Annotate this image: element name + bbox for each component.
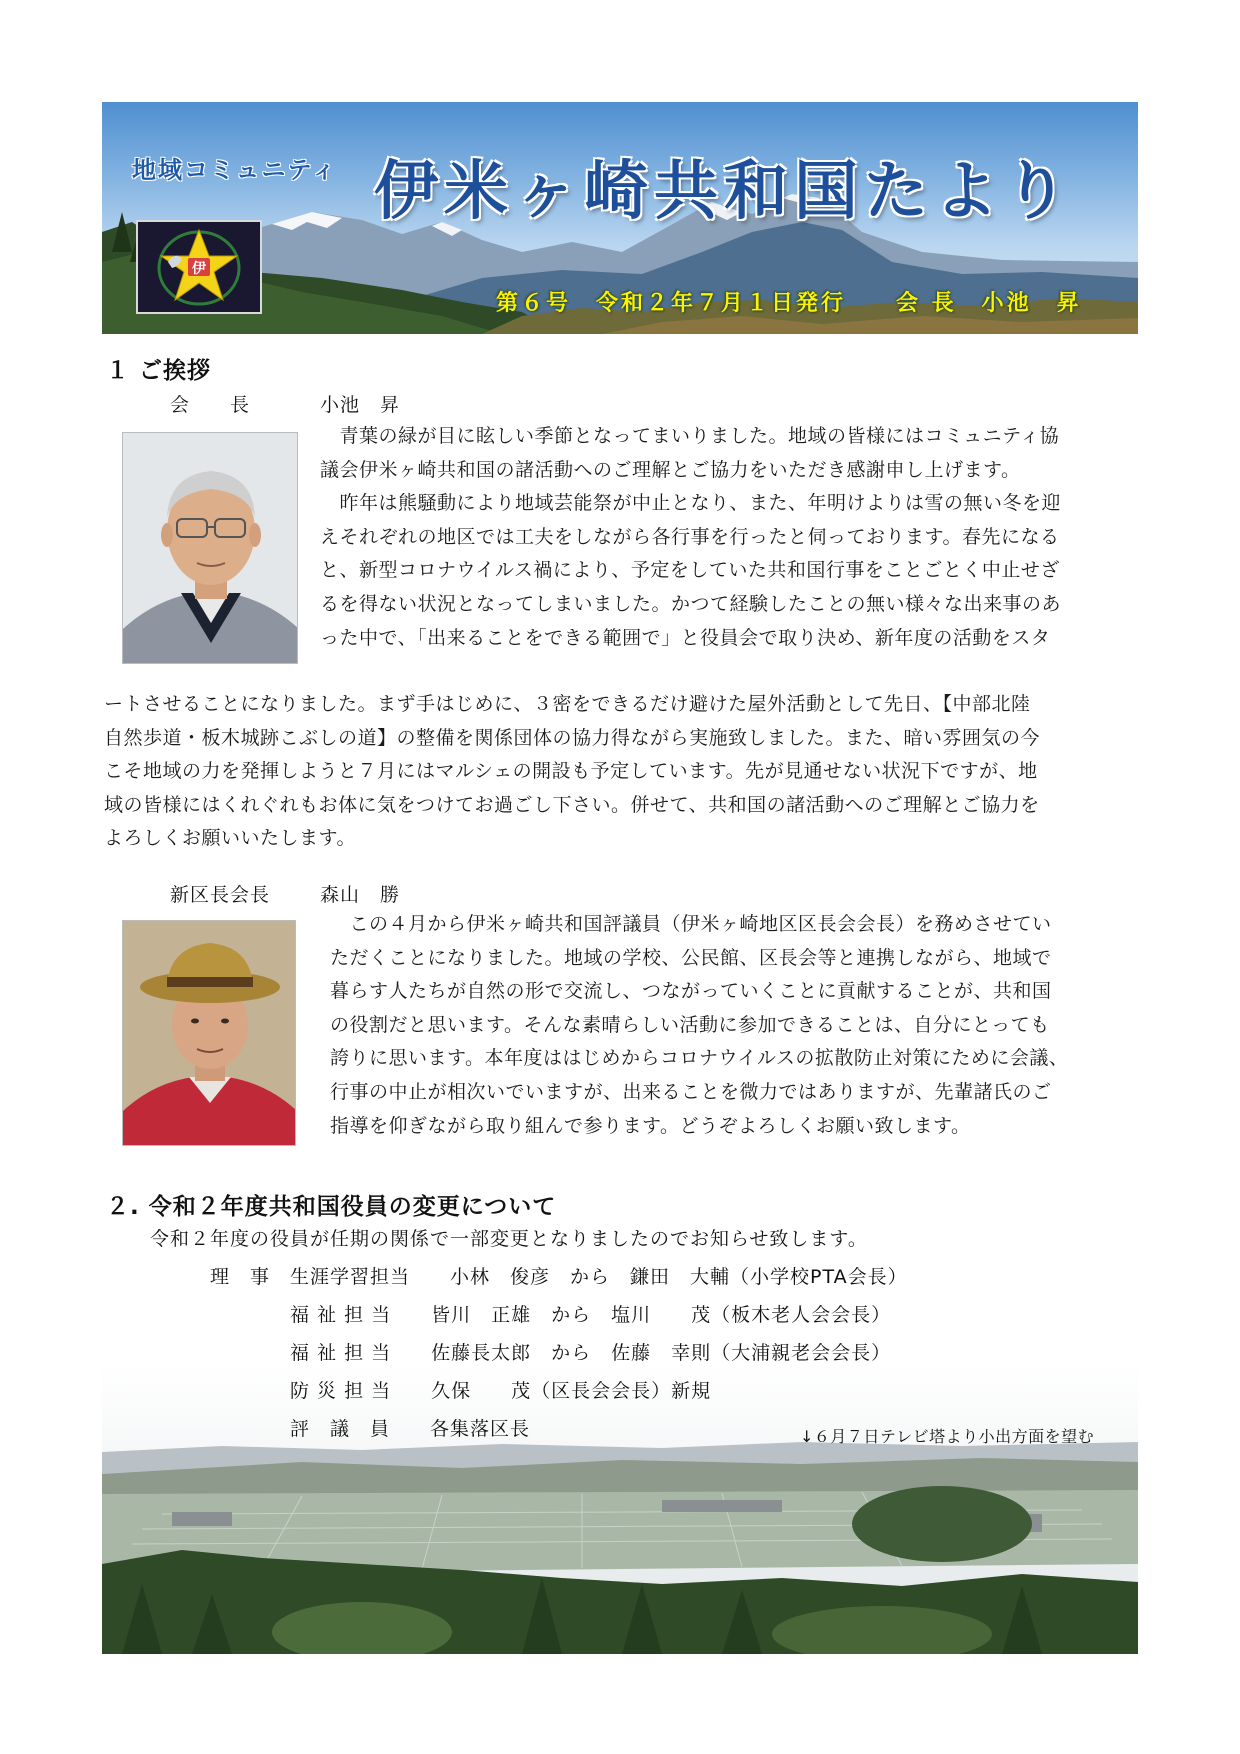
- greeting1-role: 会 長: [170, 394, 251, 416]
- greeting2-line: 誇りに思います。本年度ははじめからコロナウイルスの拡散防止対策にために会議、: [330, 1047, 1069, 1070]
- valley-landscape-photo: [102, 1364, 1138, 1654]
- officer-row: 福 祉 担 当 佐藤長太郎 から 佐藤 幸則（大浦親老会会長）: [210, 1342, 892, 1364]
- chairman-portrait-photo: [122, 432, 298, 664]
- greeting1-line: と、新型コロナウイルス禍により、予定をしていた共和国行事をことごとく中止せざ: [320, 559, 1060, 582]
- photo-caption: ↓６月７日テレビ塔より小出方面を望む: [800, 1427, 1095, 1446]
- newsletter-title: 伊米ヶ崎共和国たより: [374, 155, 1074, 229]
- officer-row: 福 祉 担 当 皆川 正雄 から 塩川 茂（板木老人会会長）: [210, 1304, 892, 1326]
- greeting1-paragraph-wrapped: [320, 420, 1140, 655]
- district-chief-portrait-photo: [122, 920, 296, 1146]
- section2-intro: 令和２年度の役員が任期の関係で一部変更となりましたのでお知らせ致します。: [150, 1228, 868, 1250]
- officer-row: 評 議 員 各集落区長: [210, 1418, 531, 1440]
- greeting2-paragraph: [330, 908, 1140, 1143]
- greeting1-full-line: ートさせることになりました。まず手はじめに、３密をできるだけ避けた屋外活動として先日、【中部北陸: [104, 693, 1031, 715]
- star-emblem-icon: [138, 222, 260, 312]
- officer-row: 防 災 担 当 久保 茂（区長会会長）新規: [210, 1380, 712, 1402]
- greeting1-line: った中で、「出来ることをできる範囲で」と役員会で取り決め、新年度の活動をスタ: [320, 626, 1051, 649]
- greeting1-full-line: こそ地域の力を発揮しようと７月にはマルシェの開設も予定しています。先が見通せない状況下ですが、地: [104, 760, 1038, 783]
- issue-info: 第６号 令和２年７月１日発行 会 長 小池 昇: [496, 291, 1082, 316]
- greeting1-line: るを得ない状況となってしまいました。かつて経験したことの無い様々な出来事のあ: [320, 592, 1062, 615]
- greeting2-line: 行事の中止が相次いでいますが、出来ることを微力ではありますが、先輩諸氏のご: [330, 1080, 1052, 1103]
- greeting1-line: 昨年は熊騒動により地域芸能祭が中止となり、また、年明けよりは雪の無い冬を迎: [320, 492, 1062, 515]
- header-banner: [102, 102, 1138, 334]
- section2-heading: ２. 令和２年度共和国役員の変更について: [106, 1194, 557, 1220]
- greeting2-line: の役割だと思います。そんな素晴らしい活動に参加できることは、自分にとっても: [330, 1013, 1050, 1036]
- greeting1-full-line: よろしくお願いいたします。: [104, 827, 356, 850]
- greeting1-line: 青葉の緑が目に眩しい季節となってまいりました。地域の皆様にはコミュニティ協: [320, 425, 1060, 447]
- logo-glyph: 伊: [192, 261, 206, 277]
- greeting2-name: 森山 勝: [320, 884, 401, 906]
- officer-row: 理 事 生涯学習担当 小林 俊彦 から 鎌田 大輔（小学校PTA会長）: [210, 1266, 908, 1288]
- greeting2-line: ただくことになりました。地域の学校、公民館、区長会等と連携しながら、地域で: [330, 946, 1052, 969]
- greeting1-full-line: 自然歩道・板木城跡こぶしの道】の整備を関係団体の協力得ながら実施致しました。また、暗い雰囲気の今: [104, 726, 1041, 749]
- greeting2-role: 新区長会長: [170, 884, 271, 906]
- greeting2-line: 暮らす人たちが自然の形で交流し、つながっていくことに貢献することが、共和国: [330, 980, 1052, 1003]
- section1-heading: １ ご挨拶: [106, 358, 212, 384]
- republic-logo: [136, 220, 262, 314]
- greeting1-paragraph-full: [104, 688, 1144, 856]
- greeting1-line: 議会伊米ヶ崎共和国の諸活動へのご理解とご協力をいただき感謝申し上げます。: [320, 458, 1021, 481]
- greeting2-line: この４月から伊米ヶ崎共和国評議員（伊米ヶ崎地区区長会会長）を務めさせてい: [330, 913, 1052, 935]
- greeting1-line: えそれぞれの地区では工夫をしながら各行事を行ったと伺っております。春先になる: [320, 525, 1060, 548]
- greeting2-line: 指導を仰ぎながら取り組んで参ります。どうぞよろしくお願い致します。: [330, 1114, 971, 1137]
- greeting1-full-line: 域の皆様にはくれぐれもお体に気をつけてお過ごし下さい。併せて、共和国の諸活動へのご理解とご協力を: [104, 793, 1040, 816]
- banner-kicker: 地域コミュニティ: [132, 156, 338, 184]
- greeting1-name: 小池 昇: [320, 394, 401, 416]
